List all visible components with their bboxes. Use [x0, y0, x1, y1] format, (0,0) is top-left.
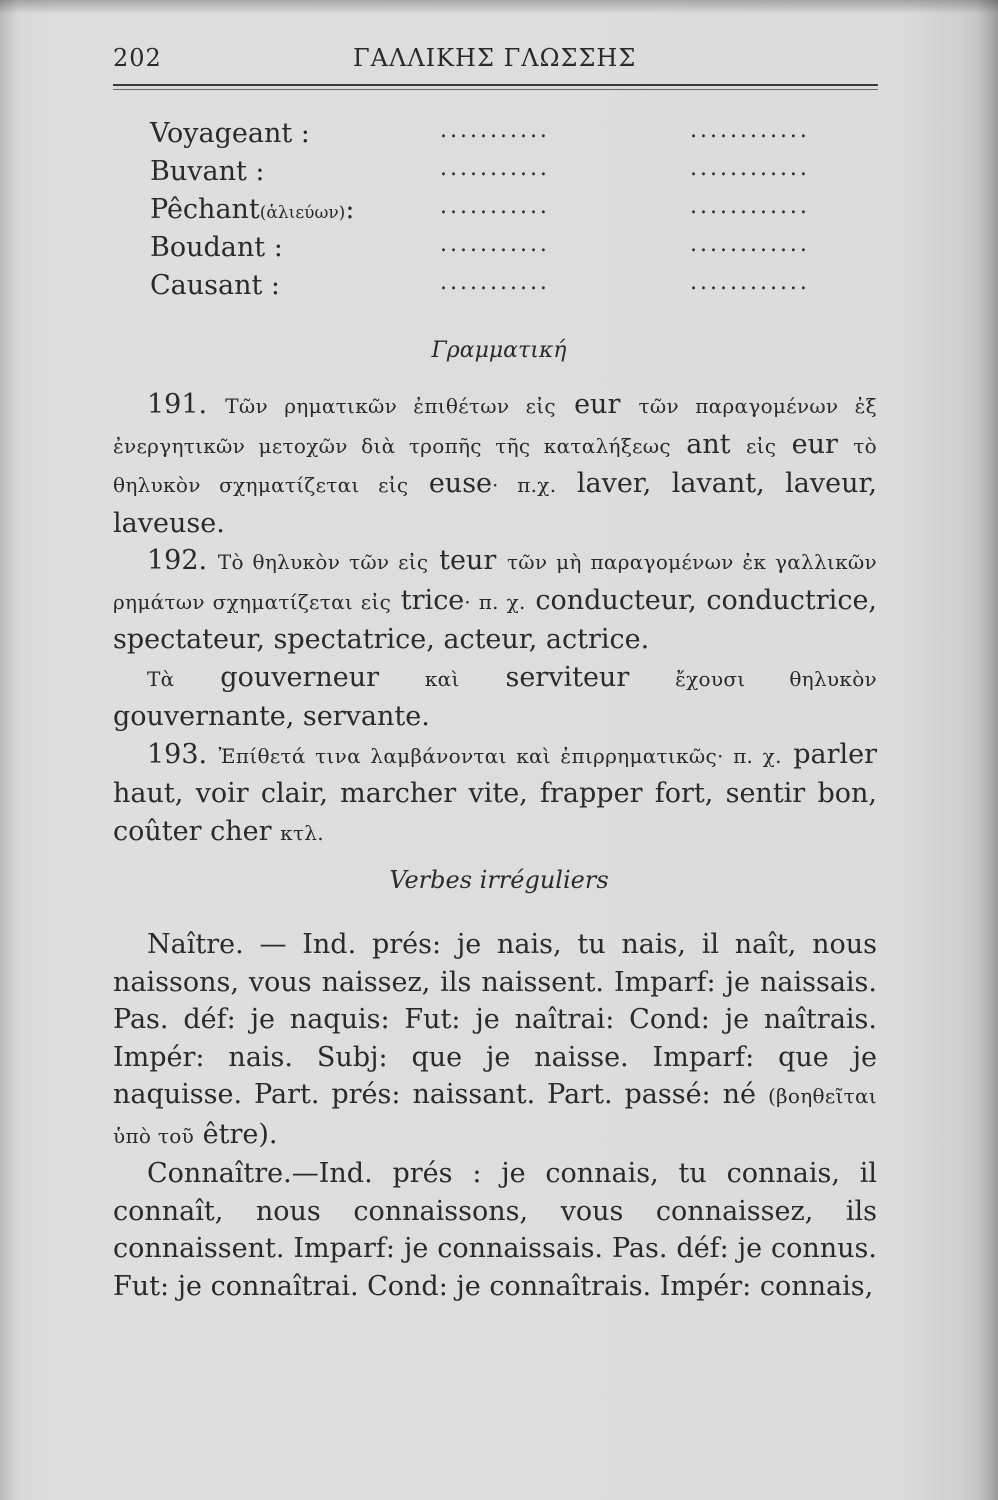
participle-exercise-table: [150, 118, 880, 308]
greek-text: · π.χ.: [492, 473, 557, 497]
row-label-suffix: :: [345, 194, 355, 225]
table-row: [150, 232, 880, 270]
french-text: trice: [400, 584, 465, 616]
paragraph-192: [113, 542, 877, 659]
gutter-shadow: [976, 0, 998, 1500]
paragraph-191: [113, 386, 877, 542]
greek-text: Τὸ θηλυκὸν τῶν εἰς: [217, 550, 429, 574]
greek-text: τῶν παραγομένων ἐξ ἐνεργητικῶν μετοχῶν διὰ τροπῆς τῆς καταλήξεως: [113, 394, 877, 458]
verb-text: Connaître.—Ind. prés : je connais, tu connais, il connaît, nous connaissons, vous connaissez, ils connaissent. Imparf: je connaissais. Pas. déf: je connus. Fut: je connaîtrai. Cond: je connaîtrais. Impér: connais,: [113, 1158, 877, 1302]
row-label: Buvant :: [150, 156, 265, 187]
paragraph-number: 191.: [147, 389, 208, 420]
greek-text: τῶν μὴ παραγομένων ἐκ γαλλικῶν ρημάτων σχηματίζεται εἰς: [113, 550, 877, 614]
greek-text: (βοηθεῖται ὑπὸ τοῦ: [113, 1084, 877, 1148]
french-text: gouvernante, servante.: [113, 701, 430, 732]
row-label: Boudant :: [150, 232, 283, 263]
french-text: serviteur: [505, 661, 630, 693]
verb-entry-naitre: [113, 926, 877, 1155]
blank-dots: ............: [690, 118, 810, 143]
paragraph-193: [113, 736, 877, 853]
greek-text: Ἐπίθετά τινα λαμβάνονται καὶ ἐπιρρηματικῶς· π. χ.: [218, 743, 782, 768]
table-row: [150, 156, 880, 194]
french-text: conducteur, conductrice, spectateur, spectatrice, acteur, actrice.: [113, 584, 878, 655]
blank-dots: ............: [690, 156, 810, 181]
header-rule: [113, 84, 878, 86]
row-label: [150, 194, 354, 225]
greek-text: ἔχουσι θηλυκὸν: [675, 666, 877, 691]
paragraph-number: 193.: [147, 738, 208, 770]
greek-text: τὸ θηλυκὸν σχηματίζεται εἰς: [113, 433, 878, 497]
table-row: [150, 118, 880, 156]
row-label: Causant :: [150, 270, 281, 301]
blank-dots: ...........: [440, 270, 550, 295]
french-text: eur: [791, 428, 838, 460]
greek-text: κτλ.: [280, 820, 324, 845]
grammar-body: [113, 386, 877, 852]
row-label-note: (ἁλιεύων): [259, 203, 346, 223]
french-text: ant: [686, 428, 731, 460]
blank-dots: ...........: [440, 156, 550, 181]
page-number: 202: [113, 44, 162, 72]
top-edge-shadow: [0, 0, 998, 14]
french-text: parler haut, voir clair, marcher vite, frapper fort, sentir bon, coûter cher: [113, 738, 877, 847]
section-title-grammar: Γραμματική: [431, 338, 567, 363]
blank-dots: ...........: [440, 232, 550, 257]
greek-text: καὶ: [424, 666, 460, 691]
french-text: gouverneur: [220, 661, 380, 693]
french-text: euse: [428, 468, 493, 499]
blank-dots: ............: [690, 232, 810, 257]
verb-text: être).: [202, 1118, 278, 1150]
french-text: laver, lavant, laveur, laveuse.: [113, 468, 877, 539]
blank-dots: ............: [690, 194, 810, 219]
verb-text: Naître. — Ind. prés: je nais, tu nais, il naît, nous naissons, vous naissez, ils naissent. Imparf: je naissais. Pas. déf: je naquis: Fut: je naîtrai: Cond: je naîtrais. Impér: nais. Subj: que je naisse. Imparf: que je naquisse. Part. prés: naissant. Part. passé: né: [113, 929, 877, 1110]
french-text: eur: [574, 389, 621, 420]
greek-text: εἰς: [745, 433, 777, 458]
greek-text: · π. χ.: [464, 589, 526, 614]
blank-dots: ...........: [440, 118, 550, 143]
french-text: teur: [439, 545, 497, 576]
blank-dots: ...........: [440, 194, 550, 219]
paragraph-number: 192.: [147, 545, 208, 576]
greek-text: Τῶν ρηματικῶν ἐπιθέτων εἰς: [225, 394, 556, 418]
page-header: [113, 40, 883, 80]
table-row: [150, 194, 880, 232]
paragraph-192-note: [113, 659, 877, 736]
greek-text: Τὰ: [147, 666, 175, 691]
section-title-irregular-verbs: Verbes irréguliers: [389, 866, 609, 894]
irregular-verbs-body: [113, 926, 877, 1305]
blank-dots: ............: [690, 270, 810, 295]
row-label: Voyageant :: [150, 118, 310, 149]
verb-entry-connaitre: [113, 1155, 877, 1305]
row-label-word: Pêchant: [150, 194, 260, 225]
running-head: ΓΑΛΛΙΚΗΣ ΓΛΩΣΣΗΣ: [353, 44, 637, 72]
table-row: [150, 270, 880, 308]
header-rule-thin: [113, 89, 878, 90]
